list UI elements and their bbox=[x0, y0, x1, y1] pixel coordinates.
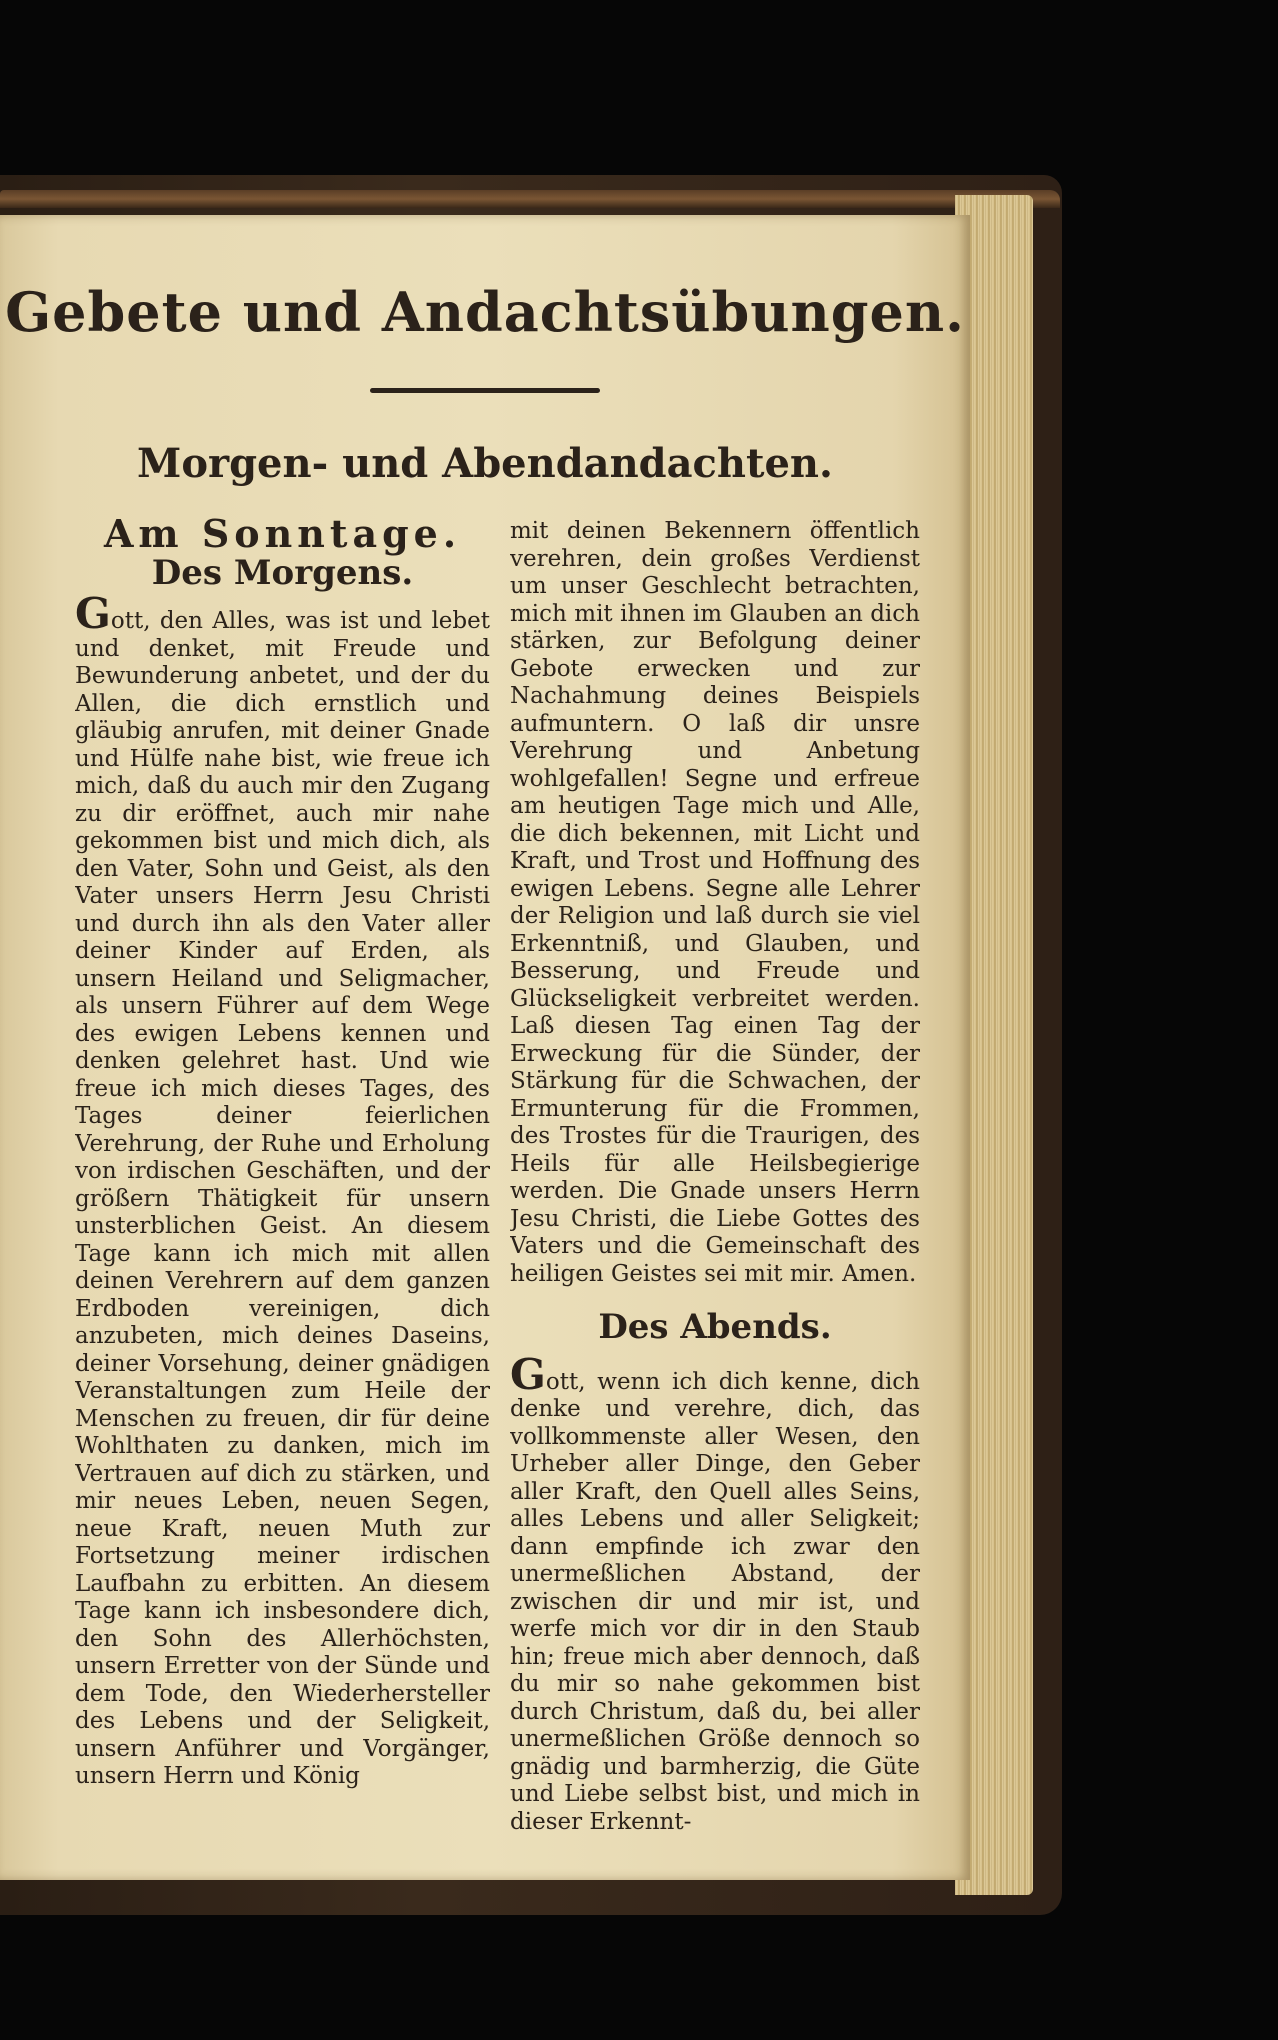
morning-heading: Des Morgens. bbox=[151, 552, 414, 593]
morning-prayer-body: ott, den Alles, was ist und lebet und denket, mit Freude und Bewunderung anbetet, und der du Allen, die dich ernstlich und gläubig anrufen, mit deiner Gnade und Hülfe nahe bist, wie freue ich mich, daß du auch mir den Zugang zu dir eröffnet, auch mir nahe gekommen bist und mich dich, als den Vater, Sohn und Geist, als den Vater unsers Herrn Jesu Christi und durch ihn als den Vater aller deiner Kinder auf Erden, als unsern Heiland und Seligmacher, als unsern Führer auf dem Wege des ewigen Lebens kennen und denken gelehret hast. Und wie freue ich mich dieses Tages, des Tages deiner feierlichen Verehrung, der Ruhe und Erholung von irdischen Geschäften, und der größern Thätigkeit für unsern unsterblichen Geist. An diesem Tage kann ich mich mit allen deinen Verehrern auf dem ganzen Erdboden vereinigen, dich anzubeten, mich deines Daseins, deiner Vorsehung, deiner gnädigen Veranstaltungen zum Heile der Menschen zu freuen, dir für deine Wohlthaten zu danken, mich im Vertrauen auf dich zu stärken, und mir neues Leben, neuen Segen, neue Kraft, neuen Muth zur Fortsetzung meiner irdischen Laufbahn zu erbitten. An diesem Tage kann ich insbesondere dich, den Sohn des Allerhöchsten, unsern Erretter von der Sünde und dem Tode, den Wiederhersteller des Lebens und der Seligkeit, unsern Anführer und Vorgänger, unsern Herrn und König bbox=[75, 608, 490, 1789]
day-heading: Am Sonntage. bbox=[103, 515, 462, 556]
title-divider bbox=[370, 388, 600, 393]
evening-heading: Des Abends. bbox=[598, 1307, 832, 1347]
page-title: Gebete und Andachtsübungen. bbox=[5, 280, 965, 344]
evening-prayer-body: ott, wenn ich dich kenne, dich denke und verehre, dich, das vollkommenste aller Wesen, den Urheber aller Dinge, den Geber aller Kraft, den Quell alles Seins, alles Lebens und aller Seligkeit; dann empfinde ich zwar den unermeßlichen Abstand, der zwischen dir und mir ist, und werfe mich vor dir in den Staub hin; freue mich aber dennoch, daß du mir so nahe gekommen bist durch Christum, daß du, bei aller unermeßlichen Größe dennoch so gnädig und barmherzig, die Güte und Liebe selbst bist, und mich in dieser Erkennt- bbox=[510, 1368, 920, 1835]
morning-prayer-continued: mit deinen Bekennern öffentlich verehren, dein großes Verdienst um unser Geschlecht betrachten, mich mit ihnen im Glauben an dich stärken, zur Befolgung deiner Gebote erwecken und zur Nachahmung deines Beispiels aufmuntern. O laß dir unsre Verehrung und Anbetung wohlgefallen! Segne und erfreue am heutigen Tage mich und Alle, die dich bekennen, mit Licht und Kraft, und Trost und Hoffnung des ewigen Lebens. Segne alle Lehrer der Religion und laß durch sie viel Erkenntniß, und Glauben, und Besserung, und Freude und Glückseligkeit verbreitet werden. Laß diesen Tag einen Tag der Erweckung für die Sünder, der Stärkung für die Schwachen, der Ermunterung für die Frommen, des Trostes für die Traurigen, des Heils für alle Heilsbegierige werden. Die Gnade unsers Herrn Jesu Christi, die Liebe Gottes des Vaters und die Gemeinschaft des heiligen Geistes sei mit mir. Amen. bbox=[510, 518, 920, 1287]
morning-prayer-text bbox=[75, 589, 490, 1791]
right-column bbox=[510, 518, 920, 1878]
left-column bbox=[75, 515, 490, 1875]
evening-prayer-text bbox=[510, 1349, 920, 1837]
section-title: Morgen- und Abendandachten. bbox=[137, 440, 833, 487]
drop-initial: G bbox=[510, 1349, 546, 1399]
drop-initial: G bbox=[75, 589, 111, 638]
book-top-edge bbox=[0, 190, 1060, 208]
book-page bbox=[0, 215, 970, 1880]
